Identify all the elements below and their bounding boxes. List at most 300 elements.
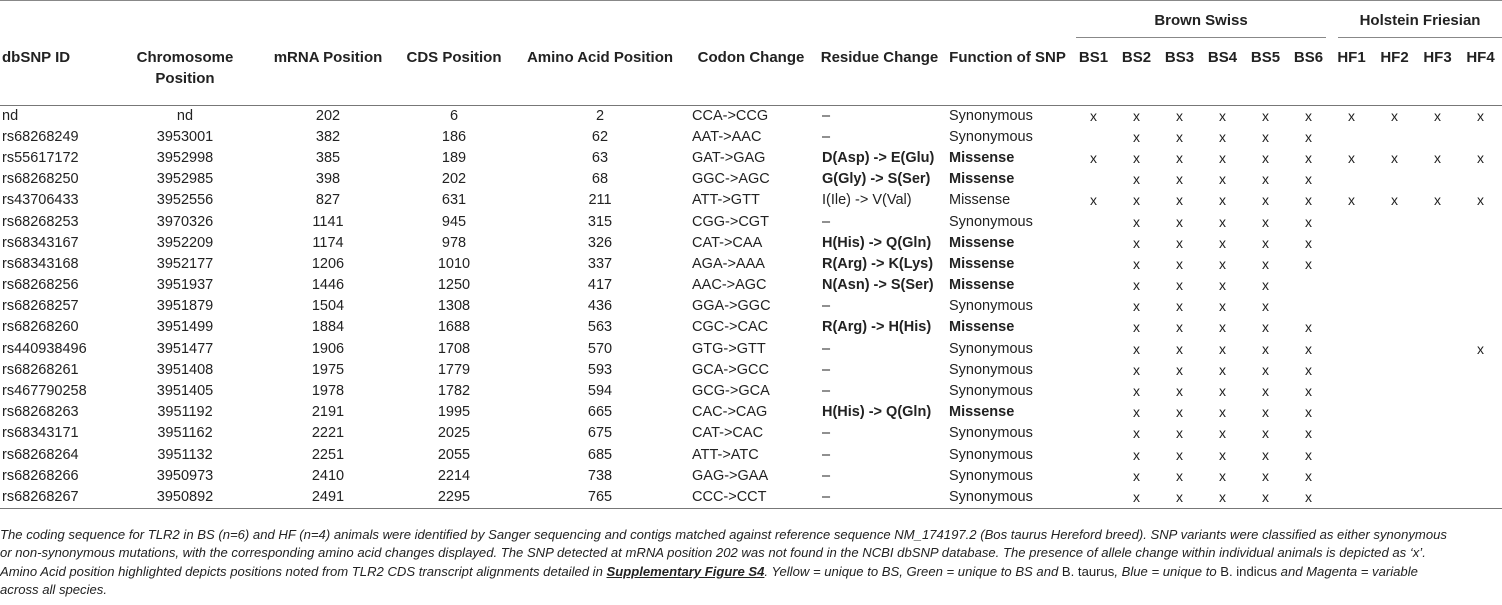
cell-residue-change: – — [822, 425, 831, 442]
cell-dbsnp-id: rs440938496 — [2, 340, 87, 357]
table-row — [0, 233, 1502, 254]
table-row — [0, 169, 1502, 190]
cell-amino-acid-position: 315 — [587, 213, 613, 230]
cell-function-of-snp: Missense — [949, 277, 1015, 294]
table-row — [0, 360, 1502, 381]
cell-allele-mark: x — [1305, 149, 1312, 166]
cell-allele-mark: x — [1176, 446, 1183, 463]
cell-allele-mark: x — [1262, 277, 1269, 294]
cell-mrna-position: 2491 — [262, 487, 394, 509]
cell-allele-mark: x — [1262, 361, 1269, 378]
cell-dbsnp-id: rs467790258 — [2, 383, 87, 400]
cell-allele-mark: x — [1133, 383, 1140, 400]
cell-allele-mark — [1072, 127, 1115, 148]
cell-codon-change: CAT->CAC — [692, 425, 764, 442]
cell-chromosome-position: 3953001 — [156, 128, 214, 145]
cell-allele-mark: x — [1176, 319, 1183, 336]
cell-allele-mark: x — [1305, 404, 1312, 421]
cell-allele-mark: x — [1262, 128, 1269, 145]
cell-allele-mark — [1072, 423, 1115, 444]
cell-cds-position: 945 — [441, 213, 467, 230]
cell-allele-mark — [1330, 445, 1373, 466]
cell-allele-mark: x — [1176, 128, 1183, 145]
cell-allele-mark — [1416, 233, 1459, 254]
cell-allele-mark: x — [1262, 171, 1269, 188]
cell-allele-mark: x — [1305, 425, 1312, 442]
cell-allele-mark — [1459, 381, 1502, 402]
table-row — [0, 190, 1502, 211]
table-row — [0, 487, 1502, 509]
cell-allele-mark — [1373, 445, 1416, 466]
cell-amino-acid-position: 417 — [587, 277, 613, 294]
cell-amino-acid-position: 436 — [587, 298, 613, 315]
cell-allele-mark: x — [1219, 383, 1226, 400]
col-header-bs4: BS4 — [1207, 49, 1238, 66]
cell-dbsnp-id: rs68268260 — [2, 319, 79, 336]
cell-cds-position: 1782 — [437, 383, 471, 400]
cell-mrna-position: 1174 — [312, 234, 344, 251]
cell-allele-mark: x — [1434, 107, 1442, 124]
cell-codon-change: GTG->GTT — [692, 340, 766, 357]
cell-codon-change: GAG->GAA — [692, 467, 769, 484]
col-header-bs5: BS5 — [1250, 49, 1281, 66]
cell-allele-mark: x — [1176, 255, 1183, 272]
cell-mrna-position: 1906 — [311, 340, 345, 357]
cell-allele-mark — [1459, 360, 1502, 381]
cell-chromosome-position: 3951937 — [156, 277, 214, 294]
cell-dbsnp-id: rs43706433 — [2, 192, 79, 209]
cell-allele-mark: x — [1133, 277, 1140, 294]
cell-allele-mark: x — [1219, 319, 1226, 336]
cell-allele-mark — [1330, 423, 1373, 444]
cell-function-of-snp: Synonymous — [949, 361, 1033, 378]
cell-dbsnp-id: rs68268256 — [2, 277, 79, 294]
cell-allele-mark — [1373, 211, 1416, 232]
cell-allele-mark: x — [1176, 192, 1183, 209]
cell-allele-mark — [1416, 423, 1459, 444]
cell-allele-mark: x — [1305, 446, 1312, 463]
cell-allele-mark: x — [1176, 298, 1183, 315]
cell-codon-change: ATT->GTT — [692, 192, 760, 209]
cell-residue-change: R(Arg) -> H(His) — [822, 319, 932, 336]
table-row — [0, 423, 1502, 444]
col-header-chromosome-position: Chromosome Position — [136, 49, 234, 87]
cell-mrna-position: 385 — [315, 149, 341, 166]
cell-allele-mark: x — [1219, 277, 1226, 294]
cell-chromosome-position: 3950973 — [156, 467, 214, 484]
col-header-bs2: BS2 — [1121, 49, 1152, 66]
cell-allele-mark: x — [1133, 255, 1140, 272]
header-spacer — [0, 1, 1072, 42]
cell-allele-mark: x — [1133, 149, 1140, 166]
cell-function-of-snp: Missense — [949, 319, 1015, 336]
cell-dbsnp-id: rs68268266 — [2, 467, 79, 484]
table-row — [0, 105, 1502, 127]
cell-allele-mark: x — [1176, 149, 1183, 166]
cell-allele-mark — [1416, 402, 1459, 423]
cell-allele-mark — [1373, 339, 1416, 360]
cell-allele-mark: x — [1133, 467, 1140, 484]
cell-allele-mark: x — [1219, 107, 1226, 124]
table-body — [0, 105, 1502, 509]
cell-allele-mark — [1330, 402, 1373, 423]
cell-allele-mark — [1416, 487, 1459, 509]
col-header-amino-acid-position: Amino Acid Position — [526, 49, 674, 66]
cell-allele-mark — [1459, 211, 1502, 232]
cell-allele-mark: x — [1090, 149, 1097, 166]
cell-allele-mark: x — [1434, 192, 1442, 209]
cell-amino-acid-position: 563 — [587, 319, 613, 336]
cell-allele-mark: x — [1305, 255, 1312, 272]
cell-dbsnp-id: rs68268253 — [2, 213, 79, 230]
cell-allele-mark — [1459, 275, 1502, 296]
cell-allele-mark: x — [1176, 425, 1183, 442]
cell-allele-mark: x — [1090, 192, 1097, 209]
cell-allele-mark — [1373, 402, 1416, 423]
cell-chromosome-position: 3951879 — [156, 298, 214, 315]
cell-allele-mark: x — [1305, 192, 1312, 209]
cell-allele-mark — [1330, 275, 1373, 296]
cell-amino-acid-position: 675 — [587, 425, 613, 442]
cell-chromosome-position: nd — [176, 107, 194, 124]
cell-allele-mark — [1416, 127, 1459, 148]
cell-dbsnp-id: nd — [2, 107, 19, 124]
cell-codon-change: CCA->CCG — [692, 107, 769, 124]
cell-codon-change: GCG->GCA — [692, 383, 770, 400]
cell-allele-mark — [1459, 233, 1502, 254]
cell-allele-mark: x — [1158, 487, 1201, 509]
cell-allele-mark — [1072, 381, 1115, 402]
cell-mrna-position: 1978 — [311, 383, 345, 400]
cell-allele-mark: x — [1477, 149, 1485, 166]
cell-residue-change: – — [822, 340, 831, 357]
cell-allele-mark: x — [1176, 383, 1183, 400]
cell-allele-mark: x — [1287, 487, 1330, 509]
cell-allele-mark — [1072, 169, 1115, 190]
cell-allele-mark: x — [1133, 446, 1140, 463]
col-header-bs6: BS6 — [1293, 49, 1324, 66]
table-caption: The coding sequence for TLR2 in BS (n=6) and HF (n=4) animals were identified by Sanger sequencing and contigs matched against reference sequence NM_174197.2 (Bos taurus Hereford breed). SNP variants were classified as either synonymous or non-synonymous mutations, with the corresponding amino acid changes displayed. The SNP detected at mRNA position 202 was not found in the NCBI dbSNP database. The presence of allele change within individual animals is depicted as ‘x’. Amino Acid position highlighted depicts positions noted from TLR2 CDS transcript alignments detailed in Supplementary Figure S4. Yellow = unique to BS, Green = unique to BS and B. taurus, Blue = unique to B. indicus and Magenta = variable across all species. — [0, 527, 1447, 597]
col-header-function-of-snp: Function of SNP — [949, 49, 1066, 66]
cell-allele-mark: x — [1219, 213, 1226, 230]
table-row — [0, 402, 1502, 423]
cell-allele-mark — [1459, 317, 1502, 338]
cell-allele-mark: x — [1176, 277, 1183, 294]
cell-residue-change: – — [822, 298, 831, 315]
cell-allele-mark — [1072, 466, 1115, 487]
cell-allele-mark: x — [1305, 107, 1312, 124]
cell-dbsnp-id: rs68268250 — [2, 171, 79, 188]
table-row — [0, 211, 1502, 232]
col-header-dbsnp-id: dbSNP ID — [2, 49, 71, 66]
cell-allele-mark — [1416, 296, 1459, 317]
cell-allele-mark: x — [1262, 149, 1269, 166]
cell-residue-change: R(Arg) -> K(Lys) — [822, 255, 934, 272]
cell-dbsnp-id: rs68268261 — [2, 361, 79, 378]
cell-cds-position: 2055 — [437, 446, 471, 463]
cell-allele-mark: x — [1219, 192, 1226, 209]
cell-function-of-snp: Missense — [949, 234, 1015, 251]
cell-cds-position: 186 — [441, 128, 467, 145]
cell-allele-mark: x — [1133, 425, 1140, 442]
cell-allele-mark: x — [1219, 425, 1226, 442]
cell-allele-mark: x — [1219, 171, 1226, 188]
cell-allele-mark — [1416, 254, 1459, 275]
cell-residue-change: – — [822, 107, 831, 124]
cell-dbsnp-id: rs68343168 — [2, 255, 79, 272]
cell-allele-mark: x — [1305, 213, 1312, 230]
cell-allele-mark — [1373, 127, 1416, 148]
cell-allele-mark: x — [1133, 319, 1140, 336]
cell-allele-mark: x — [1262, 383, 1269, 400]
cell-allele-mark: x — [1133, 340, 1140, 357]
cell-allele-mark — [1072, 445, 1115, 466]
cell-chromosome-position: 3951477 — [156, 340, 214, 357]
cell-cds-position: 1688 — [437, 319, 471, 336]
col-header-bs1: BS1 — [1078, 49, 1109, 66]
cell-allele-mark — [1330, 127, 1373, 148]
cell-allele-mark — [1330, 296, 1373, 317]
cell-residue-change: D(Asp) -> E(Glu) — [822, 149, 935, 166]
cell-allele-mark — [1330, 360, 1373, 381]
cell-mrna-position: 2251 — [311, 446, 345, 463]
col-header-hf2: HF2 — [1380, 49, 1409, 66]
cell-allele-mark: x — [1305, 383, 1312, 400]
table-row — [0, 148, 1502, 169]
cell-allele-mark — [1373, 487, 1416, 509]
cell-allele-mark — [1330, 487, 1373, 509]
cell-function-of-snp: Synonymous — [949, 213, 1033, 230]
cell-residue-change: – — [822, 213, 831, 230]
cell-allele-mark — [1330, 211, 1373, 232]
cell-chromosome-position: 3950892 — [108, 487, 262, 509]
cell-allele-mark — [1287, 296, 1330, 317]
cell-allele-mark — [1459, 169, 1502, 190]
cell-mrna-position: 1446 — [311, 277, 345, 294]
cell-allele-mark: x — [1391, 107, 1399, 124]
cell-chromosome-position: 3951499 — [156, 319, 214, 336]
cell-allele-mark: x — [1115, 487, 1158, 509]
cell-mrna-position: 2221 — [311, 425, 345, 442]
cell-allele-mark: x — [1305, 340, 1312, 357]
cell-allele-mark — [1459, 423, 1502, 444]
cell-allele-mark: x — [1262, 467, 1269, 484]
cell-allele-mark: x — [1219, 298, 1226, 315]
table-row — [0, 381, 1502, 402]
cell-allele-mark — [1459, 445, 1502, 466]
table-row — [0, 339, 1502, 360]
cell-cds-position: 1708 — [437, 340, 471, 357]
cell-allele-mark — [1416, 339, 1459, 360]
cell-allele-mark — [1072, 339, 1115, 360]
cell-allele-mark: x — [1219, 149, 1226, 166]
cell-allele-mark — [1330, 169, 1373, 190]
cell-dbsnp-id: rs68343171 — [2, 425, 79, 442]
cell-allele-mark: x — [1219, 234, 1226, 251]
cell-allele-mark — [1459, 466, 1502, 487]
cell-allele-mark — [1287, 275, 1330, 296]
table-row — [0, 317, 1502, 338]
cell-allele-mark — [1330, 381, 1373, 402]
cell-allele-mark — [1373, 169, 1416, 190]
cell-amino-acid-position: 2 — [595, 107, 605, 124]
cell-allele-mark: x — [1305, 467, 1312, 484]
cell-allele-mark: x — [1219, 128, 1226, 145]
table-row — [0, 466, 1502, 487]
cell-allele-mark — [1416, 275, 1459, 296]
cell-amino-acid-position: 594 — [587, 383, 613, 400]
cell-residue-change: – — [822, 128, 831, 145]
cell-allele-mark — [1072, 360, 1115, 381]
cell-allele-mark — [1373, 296, 1416, 317]
cell-allele-mark — [1373, 317, 1416, 338]
cell-codon-change: GAT->GAG — [692, 149, 766, 166]
cell-allele-mark — [1459, 487, 1502, 509]
cell-chromosome-position: 3952985 — [156, 171, 214, 188]
cell-cds-position: 1250 — [437, 277, 471, 294]
cell-residue-change: H(His) -> Q(Gln) — [822, 234, 932, 251]
cell-codon-change: CGG->CGT — [692, 213, 769, 230]
cell-allele-mark: x — [1262, 340, 1269, 357]
cell-mrna-position: 2410 — [311, 467, 345, 484]
cell-allele-mark — [1330, 254, 1373, 275]
cell-codon-change: AAT->AAC — [692, 128, 762, 145]
cell-amino-acid-position: 593 — [587, 361, 613, 378]
cell-function-of-snp: Synonymous — [943, 487, 1072, 509]
cell-mrna-position: 382 — [315, 128, 341, 145]
cell-allele-mark: x — [1133, 128, 1140, 145]
cell-allele-mark — [1459, 127, 1502, 148]
cell-residue-change: I(Ile) -> V(Val) — [822, 192, 912, 209]
cell-cds-position: 978 — [441, 234, 467, 251]
cell-allele-mark — [1459, 296, 1502, 317]
cell-allele-mark: x — [1305, 361, 1312, 378]
cell-allele-mark — [1330, 233, 1373, 254]
cell-allele-mark — [1416, 211, 1459, 232]
cell-chromosome-position: 3951162 — [157, 425, 213, 442]
table-row — [0, 296, 1502, 317]
supplementary-figure-link[interactable]: Supplementary Figure S4 — [606, 563, 765, 579]
cell-codon-change: AAC->AGC — [692, 277, 767, 294]
cell-allele-mark: x — [1305, 319, 1312, 336]
cell-allele-mark: x — [1262, 298, 1269, 315]
cell-allele-mark: x — [1176, 107, 1183, 124]
group-header-holstein-friesian: Holstein Friesian — [1330, 1, 1502, 42]
cell-allele-mark: x — [1477, 192, 1485, 209]
cell-function-of-snp: Missense — [949, 192, 1011, 209]
cell-allele-mark: x — [1434, 149, 1442, 166]
cell-codon-change: CAT->CAA — [692, 234, 763, 251]
cell-allele-mark — [1373, 233, 1416, 254]
cell-allele-mark: x — [1305, 234, 1312, 251]
cell-mrna-position: 1206 — [311, 255, 345, 272]
cell-allele-mark — [1373, 466, 1416, 487]
cell-allele-mark: x — [1133, 298, 1140, 315]
col-header-bs3: BS3 — [1164, 49, 1195, 66]
col-header-hf1: HF1 — [1337, 49, 1366, 66]
col-header-hf3: HF3 — [1423, 49, 1452, 66]
group-header-brown-swiss: Brown Swiss — [1072, 1, 1330, 42]
cell-cds-position: 202 — [441, 171, 467, 188]
cell-residue-change: G(Gly) -> S(Ser) — [822, 171, 931, 188]
cell-amino-acid-position: 62 — [591, 128, 609, 145]
cell-allele-mark — [1416, 360, 1459, 381]
cell-allele-mark: x — [1201, 487, 1244, 509]
cell-amino-acid-position: 68 — [591, 171, 609, 188]
cell-mrna-position: 1504 — [311, 298, 345, 315]
col-header-residue-change: Residue Change — [820, 49, 939, 66]
cell-cds-position: 1308 — [437, 298, 471, 315]
cell-function-of-snp: Missense — [949, 149, 1015, 166]
cell-allele-mark: x — [1133, 107, 1140, 124]
cell-codon-change: ATT->ATC — [692, 446, 759, 463]
cell-allele-mark: x — [1305, 128, 1312, 145]
cell-cds-position: 189 — [441, 149, 467, 166]
cell-allele-mark — [1072, 296, 1115, 317]
cell-allele-mark — [1072, 211, 1115, 232]
cell-allele-mark: x — [1133, 213, 1140, 230]
cell-allele-mark: x — [1219, 404, 1226, 421]
cell-residue-change: H(His) -> Q(Gln) — [822, 404, 932, 421]
cell-allele-mark — [1459, 254, 1502, 275]
cell-allele-mark — [1459, 402, 1502, 423]
cell-allele-mark: x — [1090, 107, 1097, 124]
cell-allele-mark: x — [1219, 340, 1226, 357]
col-header-cds-position: CDS Position — [406, 49, 502, 66]
cell-amino-acid-position: 685 — [587, 446, 613, 463]
cell-allele-mark — [1416, 466, 1459, 487]
cell-residue-change: – — [822, 361, 831, 378]
cell-allele-mark: x — [1133, 171, 1140, 188]
cell-dbsnp-id: rs68343167 — [2, 234, 79, 251]
cell-allele-mark: x — [1176, 234, 1183, 251]
cell-cds-position: 1010 — [437, 255, 471, 272]
cell-allele-mark: x — [1262, 255, 1269, 272]
cell-mrna-position: 1975 — [311, 361, 345, 378]
cell-allele-mark: x — [1391, 192, 1399, 209]
cell-codon-change: AGA->AAA — [692, 255, 765, 272]
cell-allele-mark — [1330, 317, 1373, 338]
cell-allele-mark — [1072, 317, 1115, 338]
cell-mrna-position: 1884 — [311, 319, 345, 336]
cell-allele-mark: x — [1244, 487, 1287, 509]
cell-codon-change: CAC->CAG — [692, 404, 768, 421]
cell-dbsnp-id: rs68268249 — [2, 128, 79, 145]
cell-chromosome-position: 3970326 — [156, 213, 214, 230]
cell-function-of-snp: Synonymous — [949, 340, 1033, 357]
cell-chromosome-position: 3952556 — [156, 192, 214, 209]
table-row — [0, 254, 1502, 275]
cell-dbsnp-id: rs68268257 — [2, 298, 79, 315]
cell-amino-acid-position: 326 — [587, 234, 613, 251]
cell-allele-mark: x — [1391, 149, 1399, 166]
cell-function-of-snp: Synonymous — [949, 425, 1033, 442]
cell-function-of-snp: Missense — [949, 171, 1015, 188]
cell-allele-mark: x — [1262, 192, 1269, 209]
cell-allele-mark: x — [1176, 171, 1183, 188]
cell-chromosome-position: 3951408 — [156, 361, 214, 378]
cell-allele-mark: x — [1219, 255, 1226, 272]
cell-codon-change: CCC->CCT — [686, 487, 816, 509]
cell-amino-acid-position: 765 — [514, 487, 686, 509]
cell-allele-mark: x — [1176, 467, 1183, 484]
cell-allele-mark: x — [1477, 340, 1485, 357]
cell-allele-mark: x — [1348, 107, 1356, 124]
cell-cds-position: 1995 — [437, 404, 471, 421]
cell-chromosome-position: 3952998 — [156, 149, 214, 166]
table-row — [0, 445, 1502, 466]
cell-codon-change: GGA->GGC — [692, 298, 771, 315]
